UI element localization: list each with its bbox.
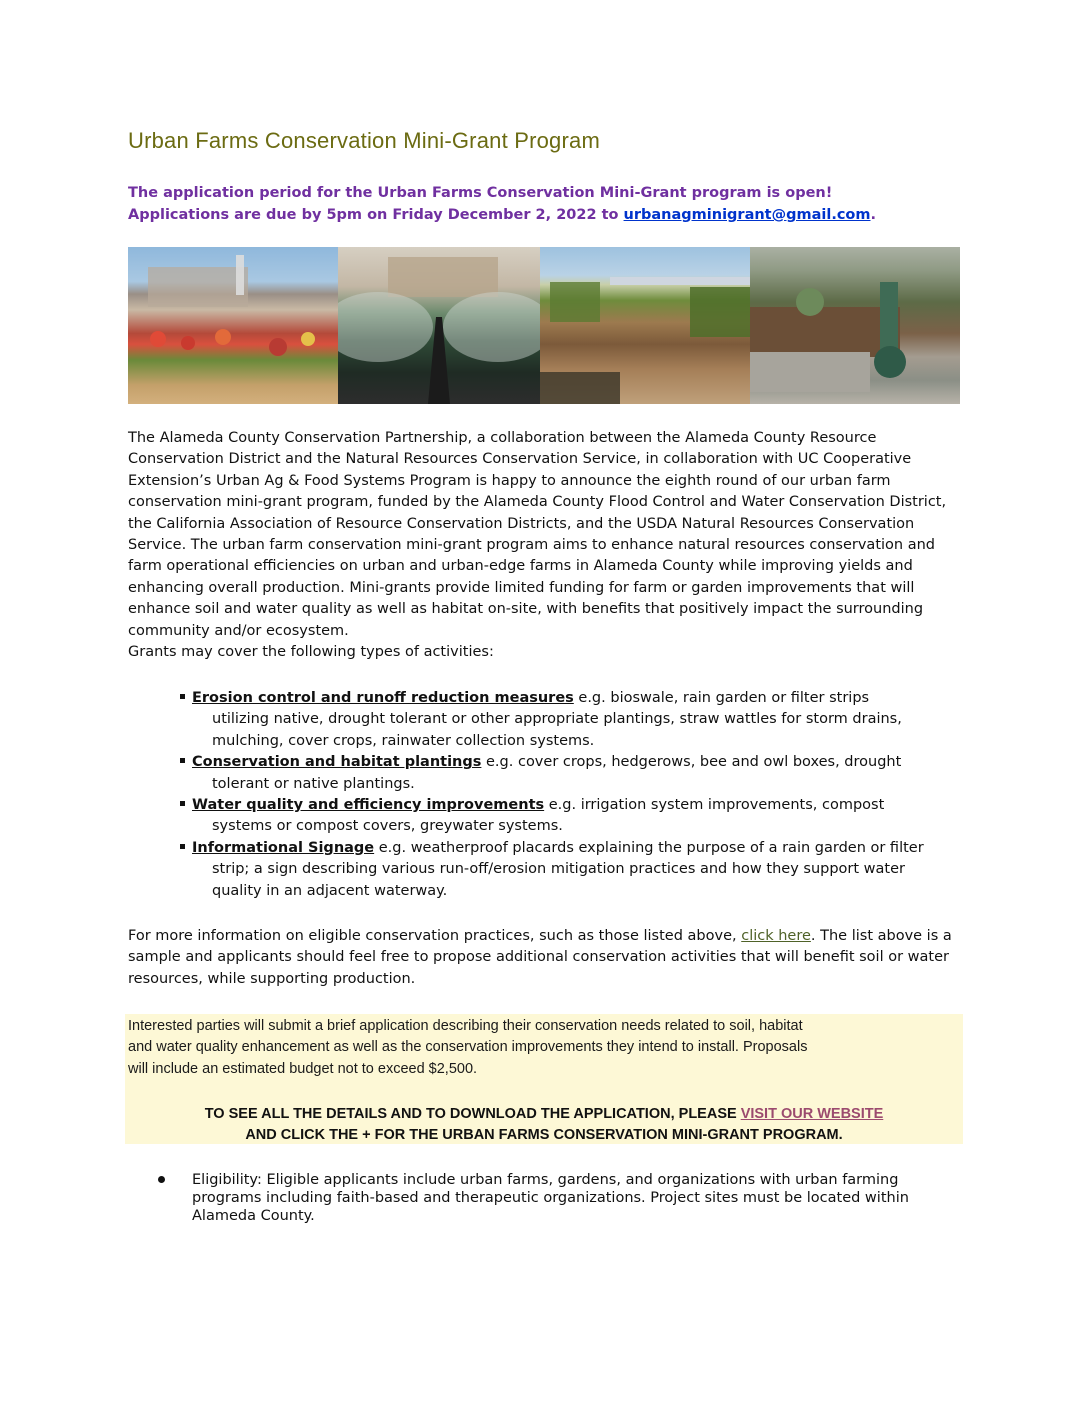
activity-item bbox=[180, 752, 960, 795]
activity-description: e.g. weatherproof placards explaining the purpose of a rain garden or filter bbox=[374, 839, 924, 856]
activity-description-line: quality in an adjacent waterway. bbox=[212, 882, 448, 899]
activity-description: e.g. cover crops, hedgerows, bee and owl boxes, drought bbox=[481, 754, 902, 771]
more-info-prefix: For more information on eligible conservation practices, such as those listed above, bbox=[128, 928, 742, 944]
activity-item bbox=[180, 688, 960, 752]
flower-farm-photo bbox=[128, 247, 338, 404]
raised-beds-photo-art bbox=[750, 247, 960, 404]
announcement-line-1: The application period for the Urban Farms Conservation Mini-Grant program is open! bbox=[128, 185, 833, 201]
eligibility-text: Eligibility: Eligible applicants include urban farms, gardens, and organizations with urban farming programs including faith-based and therapeutic organizations. Project sites must be located within Alameda County. bbox=[192, 1172, 909, 1224]
round-bullet-icon bbox=[158, 1176, 165, 1183]
activity-item bbox=[180, 838, 960, 902]
activity-heading: Informational Signage bbox=[192, 839, 375, 856]
interested-line: and water quality enhancement as well as the conservation improvements they intend to install. Proposals bbox=[128, 1039, 808, 1056]
activity-description: e.g. irrigation system improvements, compost bbox=[544, 797, 885, 814]
intro-section bbox=[128, 428, 960, 663]
announcement-period: . bbox=[870, 207, 877, 223]
eligibility-item bbox=[158, 1172, 960, 1225]
more-info-suffix: . The list above is a sample and applicants should feel free to propose additional conservation activities that will benefit soil or water resources, while supporting production. bbox=[128, 928, 952, 987]
activity-description: e.g. bioswale, rain garden or filter strips bbox=[573, 690, 870, 706]
interested-line: will include an estimated budget not to exceed $2,500. bbox=[128, 1060, 478, 1077]
hoop-house-photo bbox=[338, 247, 540, 404]
announcement-line-2 bbox=[128, 204, 960, 226]
due-date-text: Applications are due by 5pm on Friday December 2, 2022 to bbox=[128, 207, 624, 223]
activity-heading: Water quality and efficiency improvements bbox=[192, 797, 545, 814]
activities-list bbox=[180, 688, 960, 902]
activity-description-line: mulching, cover crops, rainwater collection systems. bbox=[212, 732, 595, 749]
announcement bbox=[128, 182, 960, 226]
intro-paragraph: The Alameda County Conservation Partnership, a collaboration between the Alameda County Resource Conservation District and the Natural Resources Conservation Service, in collaboration with UC Cooperative Extension’s Urban Ag & Food Systems Program is happy to announce the eighth round of our urban farm conservation mini-grant program, funded by the Alameda County Flood Control and Water Conservation District, the California Association of Resource Conservation Districts, and the USDA Natural Resources Conservation Service. The urban farm conservation mini-grant program aims to enhance natural resources conservation and farm operational efficiencies on urban and urban-edge farms in Alameda County while improving yields and enhancing overall production. Mini-grants provide limited funding for farm or garden improvements that will enhance soil and water quality as well as habitat on-site, with benefits that positively impact the surrounding community and/or ecosystem. bbox=[128, 430, 947, 639]
raised-beds-photo bbox=[750, 247, 960, 404]
square-bullet-icon bbox=[180, 801, 185, 806]
activity-item bbox=[180, 795, 960, 838]
interested-paragraph bbox=[128, 1016, 960, 1080]
more-info-paragraph bbox=[128, 926, 960, 990]
square-bullet-icon bbox=[180, 694, 185, 699]
flower-farm-photo-art bbox=[128, 247, 338, 404]
grants-lead: Grants may cover the following types of activities: bbox=[128, 644, 494, 661]
cta-line-1 bbox=[128, 1104, 960, 1125]
tilled-field-photo-art bbox=[540, 247, 750, 404]
visit-website-link[interactable]: VISIT OUR WEBSITE bbox=[740, 1106, 884, 1122]
tilled-field-photo bbox=[540, 247, 750, 404]
activity-description-line: strip; a sign describing various run-off/erosion mitigation practices and how they support water bbox=[212, 861, 905, 878]
page-title: Urban Farms Conservation Mini-Grant Program bbox=[128, 128, 600, 153]
cta-prefix: TO SEE ALL THE DETAILS AND TO DOWNLOAD THE APPLICATION, PLEASE bbox=[204, 1106, 741, 1122]
activity-heading: Conservation and habitat plantings bbox=[192, 754, 482, 771]
activity-description-line: utilizing native, drought tolerant or other appropriate plantings, straw wattles for storm drains, bbox=[212, 711, 902, 728]
photo-strip bbox=[128, 247, 960, 404]
hoop-house-photo-art bbox=[338, 247, 540, 404]
activity-heading: Erosion control and runoff reduction measures bbox=[192, 690, 574, 706]
cta-line-2: AND CLICK THE + FOR THE URBAN FARMS CONSERVATION MINI-GRANT PROGRAM. bbox=[245, 1127, 843, 1143]
square-bullet-icon bbox=[180, 844, 185, 849]
interested-line: Interested parties will submit a brief application describing their conservation needs related to soil, habitat bbox=[128, 1018, 803, 1034]
activity-description-line: tolerant or native plantings. bbox=[212, 775, 415, 792]
website-cta bbox=[128, 1104, 960, 1146]
activity-description-line: systems or compost covers, greywater systems. bbox=[212, 818, 563, 835]
email-link[interactable]: urbanagminigrant@gmail.com bbox=[623, 207, 871, 223]
click-here-link[interactable]: click here bbox=[741, 928, 811, 944]
square-bullet-icon bbox=[180, 758, 185, 763]
